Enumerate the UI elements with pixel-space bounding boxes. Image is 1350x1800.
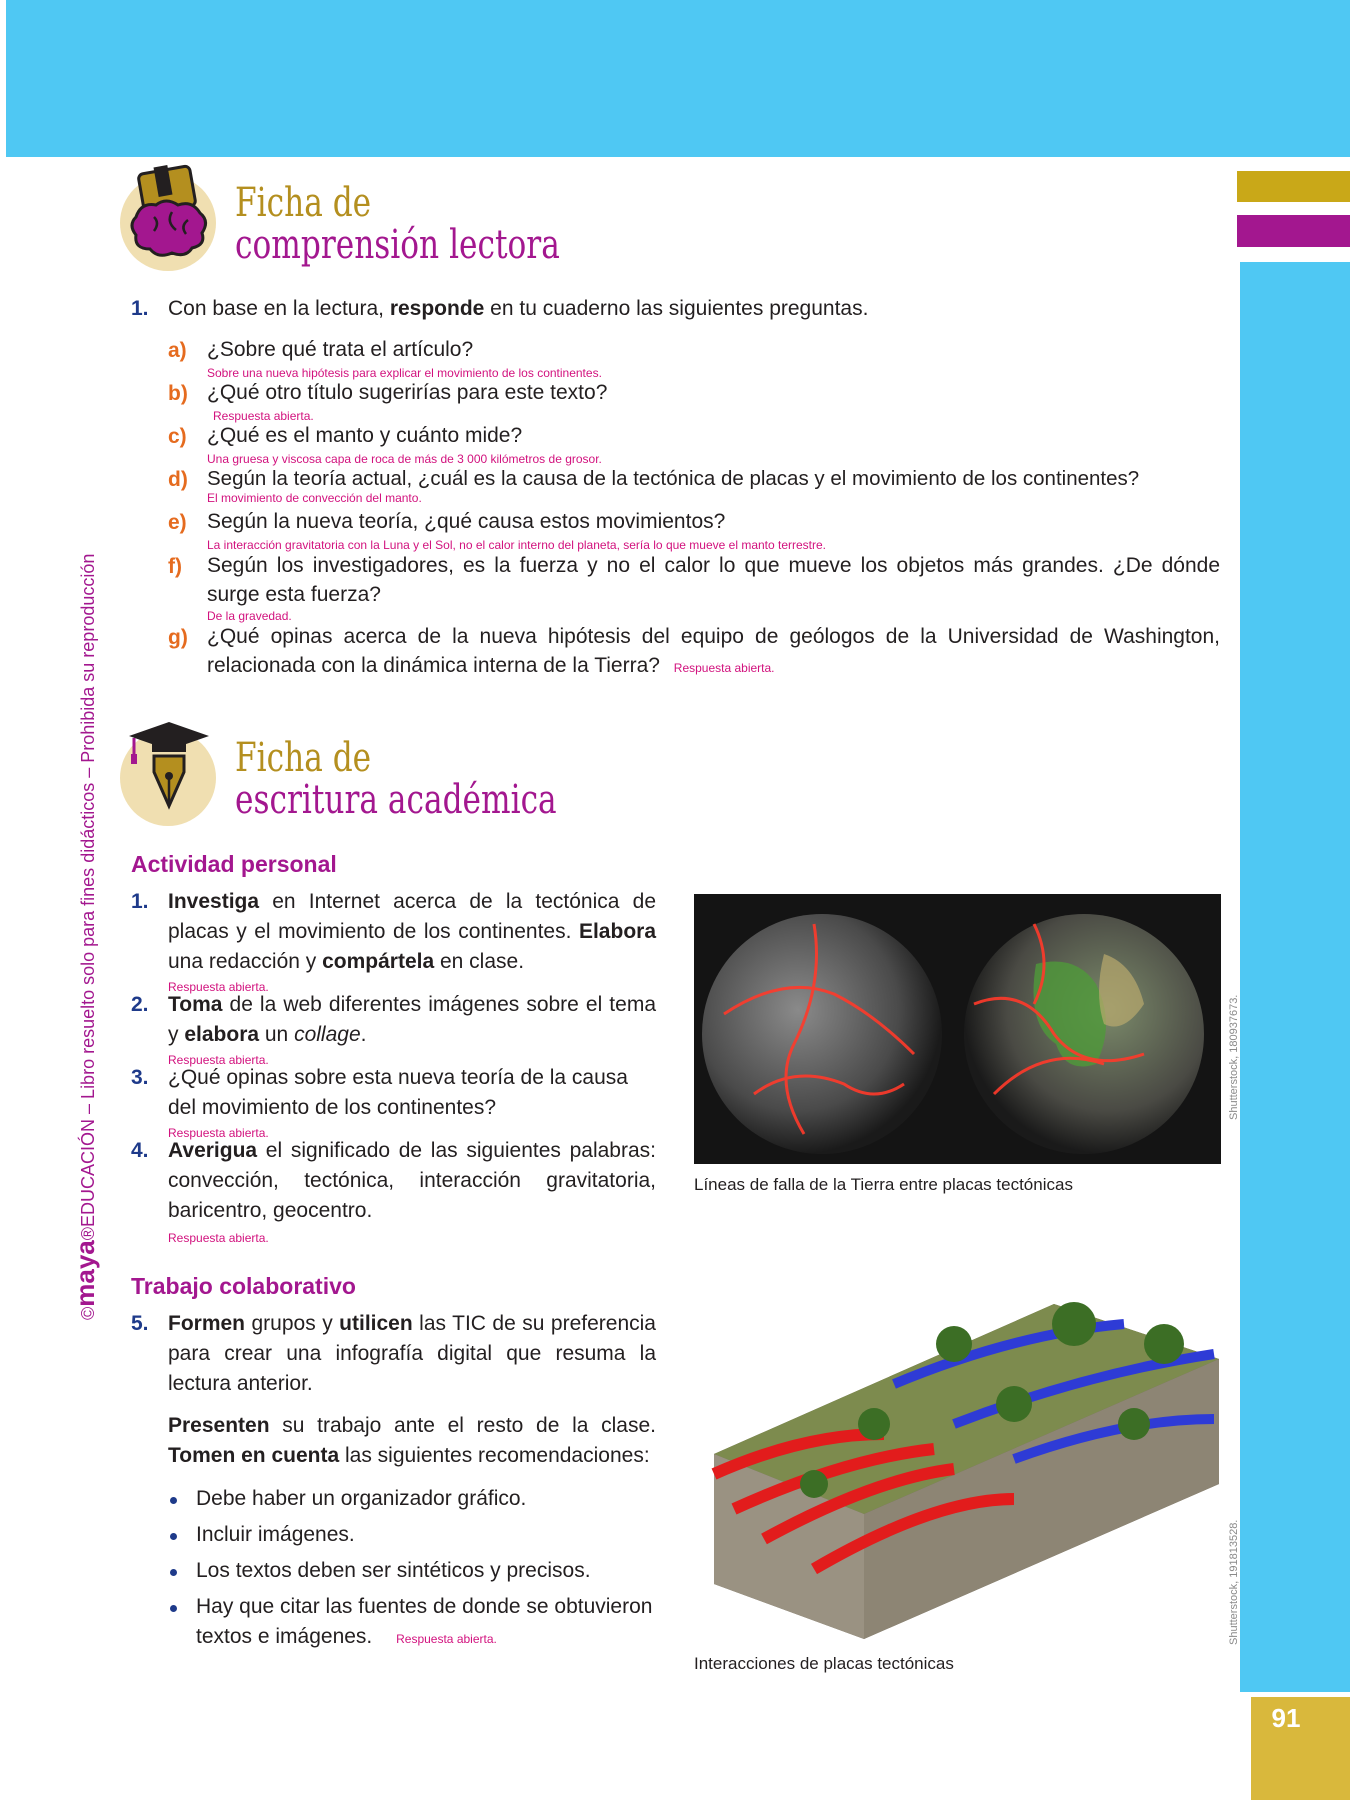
magenta-tab [1237,215,1350,247]
activity-1-answer: Respuesta abierta. [168,980,269,994]
graduation-pen-icon [124,714,214,814]
activity-2-number: 2. [131,993,149,1016]
globe-credit: Shutterstock, 180937673. [1228,994,1240,1120]
item-b-letter: b) [168,382,188,405]
side-note-text: EDUCACIÓN – Libro resuelto solo para fines didácticos – Prohibida su reproducción [78,553,98,1227]
a2-t3: . [360,1023,367,1046]
writing-title-line1: Ficha de [235,735,372,781]
a2-i1: collage [294,1023,361,1046]
brain-book-icon [126,162,216,257]
bullet-2-text: Incluir imágenes. [196,1523,355,1546]
item-d-answer: El movimiento de convección del manto. [207,491,422,505]
activity-4-answer: Respuesta abierta. [168,1231,269,1245]
item-c-answer: Una gruesa y viscosa capa de roca de más de 3 000 kilómetros de grosor. [207,452,602,466]
a4-b1: Averigua [168,1139,258,1162]
a5-t4: las siguientes recomendaciones: [339,1444,650,1467]
activity-3-number: 3. [131,1066,149,1089]
a2-t2: un [259,1023,295,1046]
item-g-letter: g) [168,626,188,649]
activity-3-answer: Respuesta abierta. [168,1126,269,1140]
item-c-text: ¿Qué es el manto y cuánto mide? [207,424,523,447]
a5-t2: las TIC de su preferencia para crear una infografía digital que resuma la lectura anterior. [168,1312,656,1395]
item-e-text: Según la nueva teoría, ¿qué causa estos movimientos? [207,510,726,533]
item-f-letter: f) [168,555,182,578]
plate-interactions-image [694,1284,1224,1644]
activity-4-number: 4. [131,1139,149,1162]
globe-caption: Líneas de falla de la Tierra entre placas tectónicas [694,1175,1073,1194]
activity-2-text [168,990,656,1050]
a1-t2: una redacción y [168,950,323,973]
a5-t3: su trabajo ante el resto de la clase. [269,1414,656,1437]
item-e-letter: e) [168,511,187,534]
bullet-4-dot [170,1605,177,1612]
item-g-question: ¿Qué opinas acerca de la nueva hipótesis del equipo de geólogos de la Universidad de Washington, relacionada con la dinámica interna de la Tierra? [207,625,1220,677]
a5-b2: utilicen [339,1312,413,1335]
a5-t1: grupos y [245,1312,340,1335]
q1-bold: responde [389,297,485,320]
item-a-letter: a) [168,339,187,362]
item-g-text [207,622,1220,683]
activity-1-text [168,887,656,977]
bullets-answer: Respuesta abierta. [396,1632,497,1646]
page-number: 91 [1271,1703,1301,1733]
a1-b2: Elabora [578,920,656,943]
top-band-edge [0,0,6,157]
item-b-answer: Respuesta abierta. [213,409,314,423]
bullet-2-dot [170,1533,177,1540]
activity-5-number: 5. [131,1312,149,1335]
plates-credit: Shutterstock, 191813528. [1228,1519,1240,1645]
a5-b4: Tomen en cuenta [168,1444,340,1467]
plates-caption: Interacciones de placas tectónicas [694,1654,954,1673]
writing-title-line2: escritura académica [235,777,557,823]
activity-3-text: ¿Qué opinas sobre esta nueva teoría de la causa del movimiento de los continentes? [168,1066,628,1119]
collaborative-work-heading: Trabajo colaborativo [131,1273,356,1299]
activity-1-number: 1. [131,890,149,913]
writing-section-title [235,737,557,821]
q1-after: en tu cuaderno las siguientes preguntas. [484,297,869,320]
bullet-4-text [196,1592,660,1654]
a5-b1: Formen [168,1312,246,1335]
a2-t1: de la web diferentes imágenes sobre el tema y [168,993,656,1046]
activity-4-text [168,1136,656,1226]
item-d-letter: d) [168,468,188,491]
bullet-1-dot [170,1497,177,1504]
item-f-answer: De la gravedad. [207,609,292,623]
bullet-1-text: Debe haber un organizador gráfico. [196,1487,527,1510]
reading-title-line2: comprensión lectora [235,222,560,268]
right-color-band [1240,262,1350,1692]
question-1-number: 1. [131,297,149,320]
reading-section-title [235,182,560,266]
item-c-letter: c) [168,425,187,448]
activity-5-presentation-text [168,1411,656,1471]
item-f-text: Según los investigadores, es la fuerza y no el calor lo que mueve los objetos más grandes. ¿De dónde surge esta fuerza? [207,554,1220,606]
reading-title-line1: Ficha de [235,180,372,226]
bullet-4-content: Hay que citar las fuentes de donde se obtuvieron textos e imágenes. [196,1595,653,1648]
item-a-answer: Sobre una nueva hipótesis para explicar el movimiento de los continentes. [207,366,602,380]
activity-2-answer: Respuesta abierta. [168,1053,269,1067]
copyright-side-note: ©maya®EDUCACIÓN – Libro resuelto solo para fines didácticos – Prohibida su reproducción [70,553,100,1320]
a2-b2: elabora [184,1023,260,1046]
activity-5-text [168,1309,656,1399]
q1-before: Con base en la lectura, [168,297,390,320]
item-e-answer: La interacción gravitatoria con la Luna y el Sol, no el calor interno del planeta, sería lo que mueve el manto terrestre. [207,538,827,552]
a5-b3: Presenten [168,1414,270,1437]
item-d-text: Según la teoría actual, ¿cuál es la causa de la tectónica de placas y el movimiento de los continentes? [207,467,1140,490]
item-g-answer: Respuesta abierta. [673,661,775,675]
a4-t1: el significado de las siguientes palabras: convección, tectónica, interacción gravitatoria, baricentro, geocentro. [168,1139,656,1222]
bullet-3-text: Los textos deben ser sintéticos y precisos. [196,1559,591,1582]
item-b-text: ¿Qué otro título sugerirías para este texto? [207,381,608,404]
a1-b3: compártela [322,950,435,973]
a2-b1: Toma [168,993,223,1016]
item-a-text: ¿Sobre qué trata el artículo? [207,338,474,361]
gold-tab [1237,171,1350,202]
tectonic-globes-image [694,894,1221,1164]
question-1-text [168,297,868,321]
publisher-brand: maya [70,1240,100,1307]
bullet-3-dot [170,1569,177,1576]
top-color-band [6,0,1350,157]
a1-b1: Investiga [168,890,260,913]
a1-t3: en clase. [434,950,525,973]
personal-activity-heading: Actividad personal [131,851,337,877]
a1-t1: en Internet acerca de la tectónica de placas y el movimiento de los continentes. [168,890,656,943]
